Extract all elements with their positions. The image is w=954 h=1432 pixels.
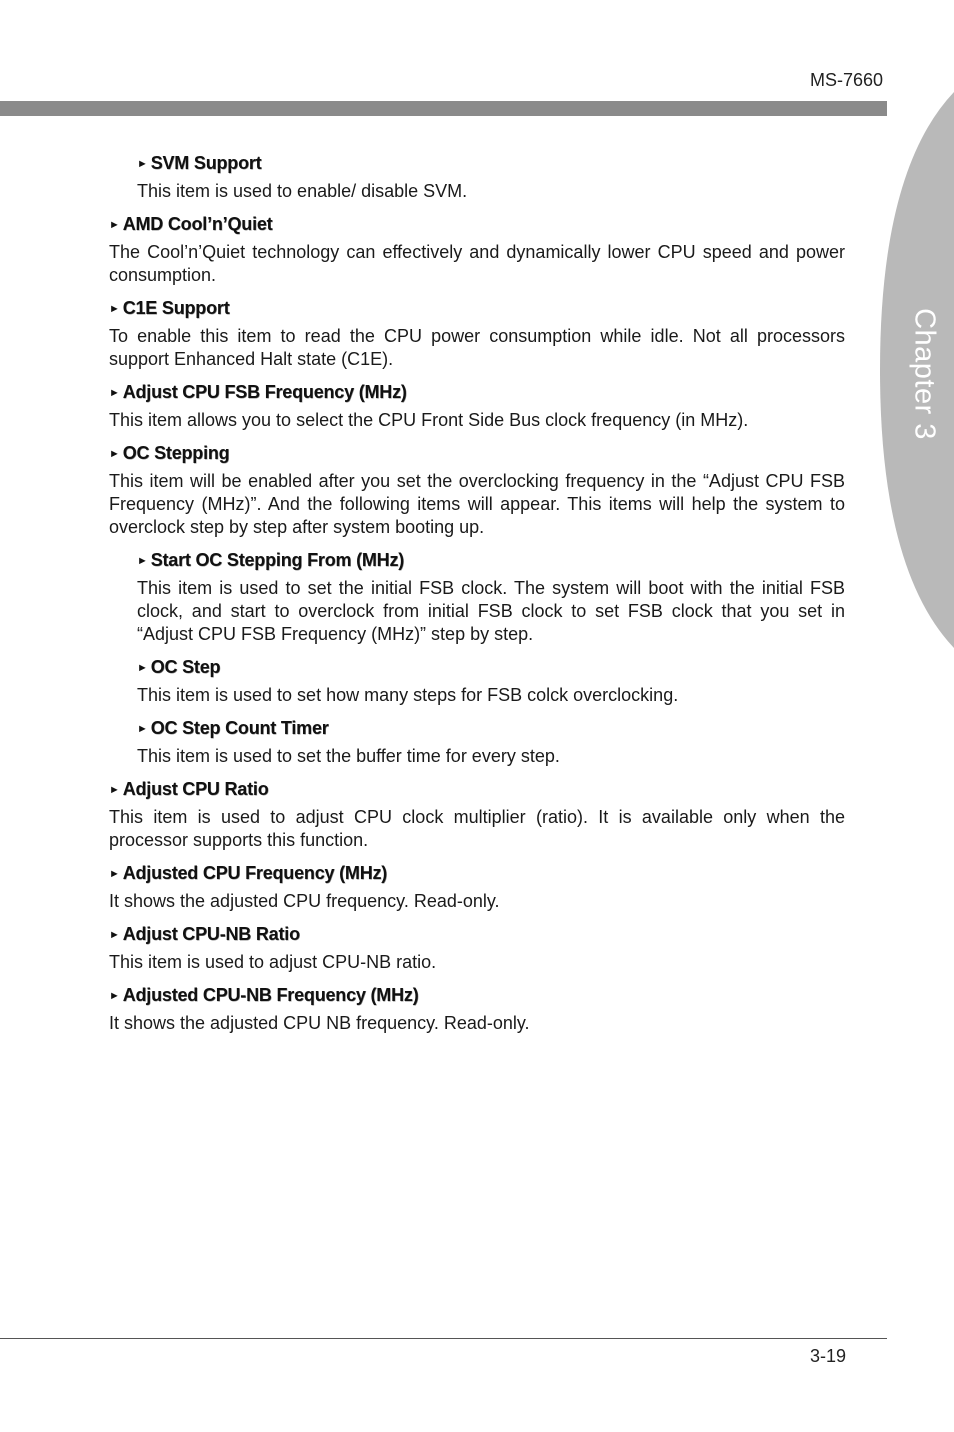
section-adjust-cpu-ratio xyxy=(109,777,845,852)
section-start-oc-stepping-from xyxy=(137,548,845,646)
section-title: Start OC Stepping From (MHz) xyxy=(150,550,405,570)
arrow-icon: ► xyxy=(109,448,120,460)
arrow-icon: ► xyxy=(109,929,120,941)
section-title: Adjust CPU FSB Frequency (MHz) xyxy=(122,382,407,402)
page-number: 3-19 xyxy=(809,1346,846,1366)
section-description: This item is used to set how many steps for FSB colck overclocking. xyxy=(137,685,679,705)
section-description: It shows the adjusted CPU frequency. Read-only. xyxy=(109,891,500,911)
section-description: This item is used to adjust CPU-NB ratio. xyxy=(109,952,437,972)
section-description: This item is used to adjust CPU clock multiplier (ratio). It is available only when the processor supports this function. xyxy=(109,807,845,850)
section-description: It shows the adjusted CPU NB frequency. Read-only. xyxy=(109,1013,530,1033)
arrow-icon: ► xyxy=(109,990,120,1002)
section-adjust-cpu-nb-ratio xyxy=(109,922,845,974)
section-title: Adjust CPU Ratio xyxy=(122,779,269,799)
section-description: This item is used to set the buffer time for every step. xyxy=(137,746,560,766)
section-description: This item is used to set the initial FSB clock. The system will boot with the initial FSB clock, and start to overclock from initial FSB clock to set FSB clock that you set in “Adjust CPU FSB Frequency (MHz)” step by step. xyxy=(137,578,845,644)
section-description: The Cool’n’Quiet technology can effectively and dynamically lower CPU speed and power consumption. xyxy=(109,242,845,285)
arrow-icon: ► xyxy=(137,555,148,567)
arrow-icon: ► xyxy=(137,662,148,674)
arrow-icon: ► xyxy=(137,158,148,170)
section-adjusted-cpu-frequency xyxy=(109,861,845,913)
content-area xyxy=(109,151,845,1044)
section-adjust-cpu-fsb-frequency xyxy=(109,380,845,432)
section-description: To enable this item to read the CPU power consumption while idle. Not all processors support Enhanced Halt state (C1E). xyxy=(109,326,845,369)
section-amd-coolnquiet xyxy=(109,212,845,287)
section-oc-stepping xyxy=(109,441,845,539)
arrow-icon: ► xyxy=(109,784,120,796)
footer-rule xyxy=(0,1338,887,1339)
section-title: OC Step xyxy=(150,657,221,677)
section-c1e-support xyxy=(109,296,845,371)
section-title: C1E Support xyxy=(122,298,230,318)
section-title: SVM Support xyxy=(150,153,262,173)
section-svm-support xyxy=(137,151,845,203)
section-description: This item will be enabled after you set the overclocking frequency in the “Adjust CPU FSB Frequency (MHz)”. And the following items will appear. This items will help the system to overclock step by step after system booting up. xyxy=(109,471,845,537)
section-title: OC Stepping xyxy=(122,443,230,463)
model-number: MS-7660 xyxy=(809,70,883,90)
section-title: Adjust CPU-NB Ratio xyxy=(122,924,300,944)
section-title: Adjusted CPU Frequency (MHz) xyxy=(122,863,388,883)
section-oc-step-count-timer xyxy=(137,716,845,768)
arrow-icon: ► xyxy=(109,303,120,315)
section-description: This item allows you to select the CPU Front Side Bus clock frequency (in MHz). xyxy=(109,410,749,430)
section-description: This item is used to enable/ disable SVM. xyxy=(137,181,468,201)
arrow-icon: ► xyxy=(109,387,120,399)
section-title: Adjusted CPU-NB Frequency (MHz) xyxy=(122,985,419,1005)
section-adjusted-cpu-nb-frequency xyxy=(109,983,845,1035)
arrow-icon: ► xyxy=(137,723,148,735)
section-title: AMD Cool’n’Quiet xyxy=(122,214,273,234)
arrow-icon: ► xyxy=(109,219,120,231)
section-oc-step xyxy=(137,655,845,707)
section-title: OC Step Count Timer xyxy=(150,718,329,738)
arrow-icon: ► xyxy=(109,868,120,880)
chapter-tab-label: Chapter 3 xyxy=(908,308,941,440)
